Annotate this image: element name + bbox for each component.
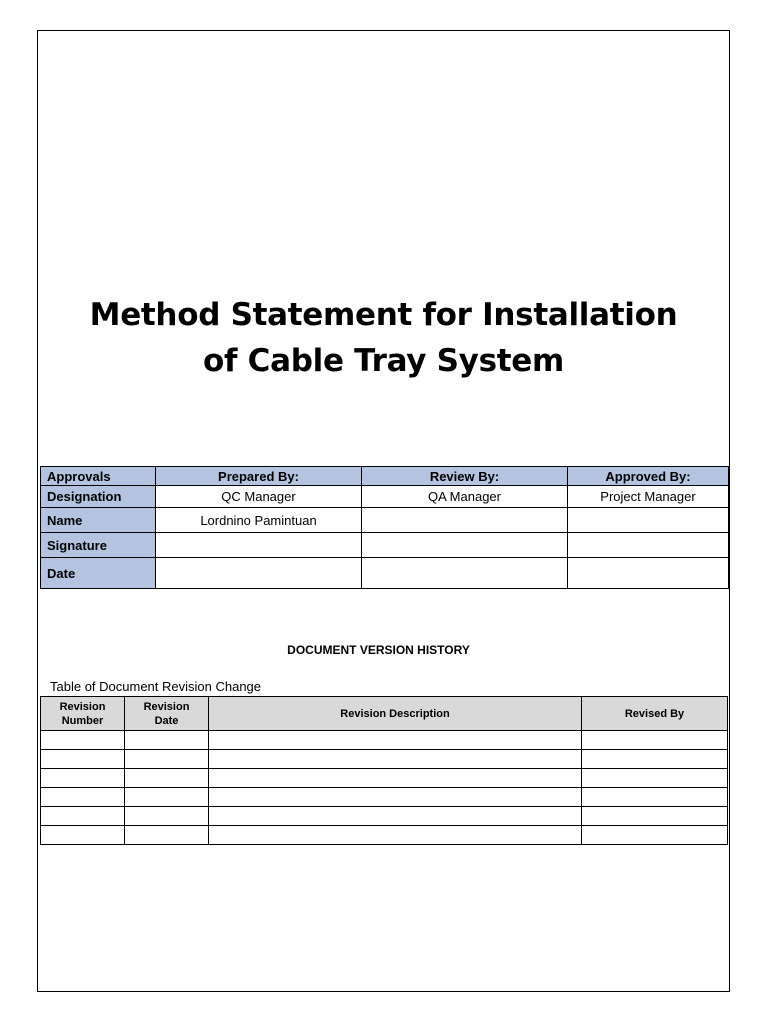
review-by-header: Review By: (362, 467, 568, 486)
table-row (41, 826, 728, 845)
revision-date-header-line1: Revision (143, 700, 190, 713)
title-line-2: of Cable Tray System (202, 343, 564, 379)
revision-number-cell (41, 826, 125, 845)
revision-date-cell (125, 788, 209, 807)
table-row (41, 807, 728, 826)
designation-label: Designation (41, 486, 156, 508)
revision-description-cell (209, 788, 582, 807)
revised-by-cell (582, 826, 728, 845)
revision-description-cell (209, 769, 582, 788)
document-title (37, 292, 730, 384)
revision-date-cell (125, 807, 209, 826)
revision-number-header-line1: Revision (59, 700, 106, 713)
prepared-by-header: Prepared By: (156, 467, 362, 486)
revised-by-cell (582, 788, 728, 807)
date-approved (568, 558, 729, 589)
revision-number-header-line2: Number (61, 714, 104, 727)
approvals-header-row (41, 467, 729, 486)
date-row (41, 558, 729, 589)
signature-row (41, 533, 729, 558)
revision-description-cell (209, 826, 582, 845)
revised-by-cell (582, 807, 728, 826)
name-review (362, 508, 568, 533)
history-caption: Table of Document Revision Change (50, 679, 262, 694)
designation-prepared: QC Manager (156, 486, 362, 508)
table-row (41, 750, 728, 769)
date-review (362, 558, 568, 589)
signature-approved (568, 533, 729, 558)
signature-prepared (156, 533, 362, 558)
revision-description-cell (209, 807, 582, 826)
name-row (41, 508, 729, 533)
title-line-1: Method Statement for Installation (89, 297, 678, 333)
revision-number-cell (41, 788, 125, 807)
table-row (41, 769, 728, 788)
date-prepared (156, 558, 362, 589)
name-prepared: Lordnino Pamintuan (156, 508, 362, 533)
approved-by-header: Approved By: (568, 467, 729, 486)
revision-number-cell (41, 750, 125, 769)
revised-by-cell (582, 750, 728, 769)
signature-review (362, 533, 568, 558)
revision-description-cell (209, 731, 582, 750)
revision-number-cell (41, 731, 125, 750)
revision-number-cell (41, 769, 125, 788)
revision-date-header (125, 697, 209, 731)
revision-date-cell (125, 750, 209, 769)
history-heading: DOCUMENT VERSION HISTORY (287, 643, 470, 657)
revised-by-header: Revised By (582, 697, 728, 731)
table-row (41, 731, 728, 750)
designation-approved: Project Manager (568, 486, 729, 508)
revised-by-cell (582, 731, 728, 750)
name-label: Name (41, 508, 156, 533)
revision-date-header-line2: Date (154, 714, 179, 727)
revision-date-cell (125, 769, 209, 788)
revised-by-cell (582, 769, 728, 788)
date-label: Date (41, 558, 156, 589)
revision-history-table (40, 696, 728, 845)
revision-header-row (41, 697, 728, 731)
name-approved (568, 508, 729, 533)
revision-description-header: Revision Description (209, 697, 582, 731)
revision-description-cell (209, 750, 582, 769)
designation-row (41, 486, 729, 508)
designation-review: QA Manager (362, 486, 568, 508)
table-row (41, 788, 728, 807)
revision-date-cell (125, 826, 209, 845)
revision-date-cell (125, 731, 209, 750)
approvals-header-label: Approvals (41, 467, 156, 486)
revision-number-header (41, 697, 125, 731)
approvals-table (40, 466, 729, 589)
signature-label: Signature (41, 533, 156, 558)
revision-number-cell (41, 807, 125, 826)
